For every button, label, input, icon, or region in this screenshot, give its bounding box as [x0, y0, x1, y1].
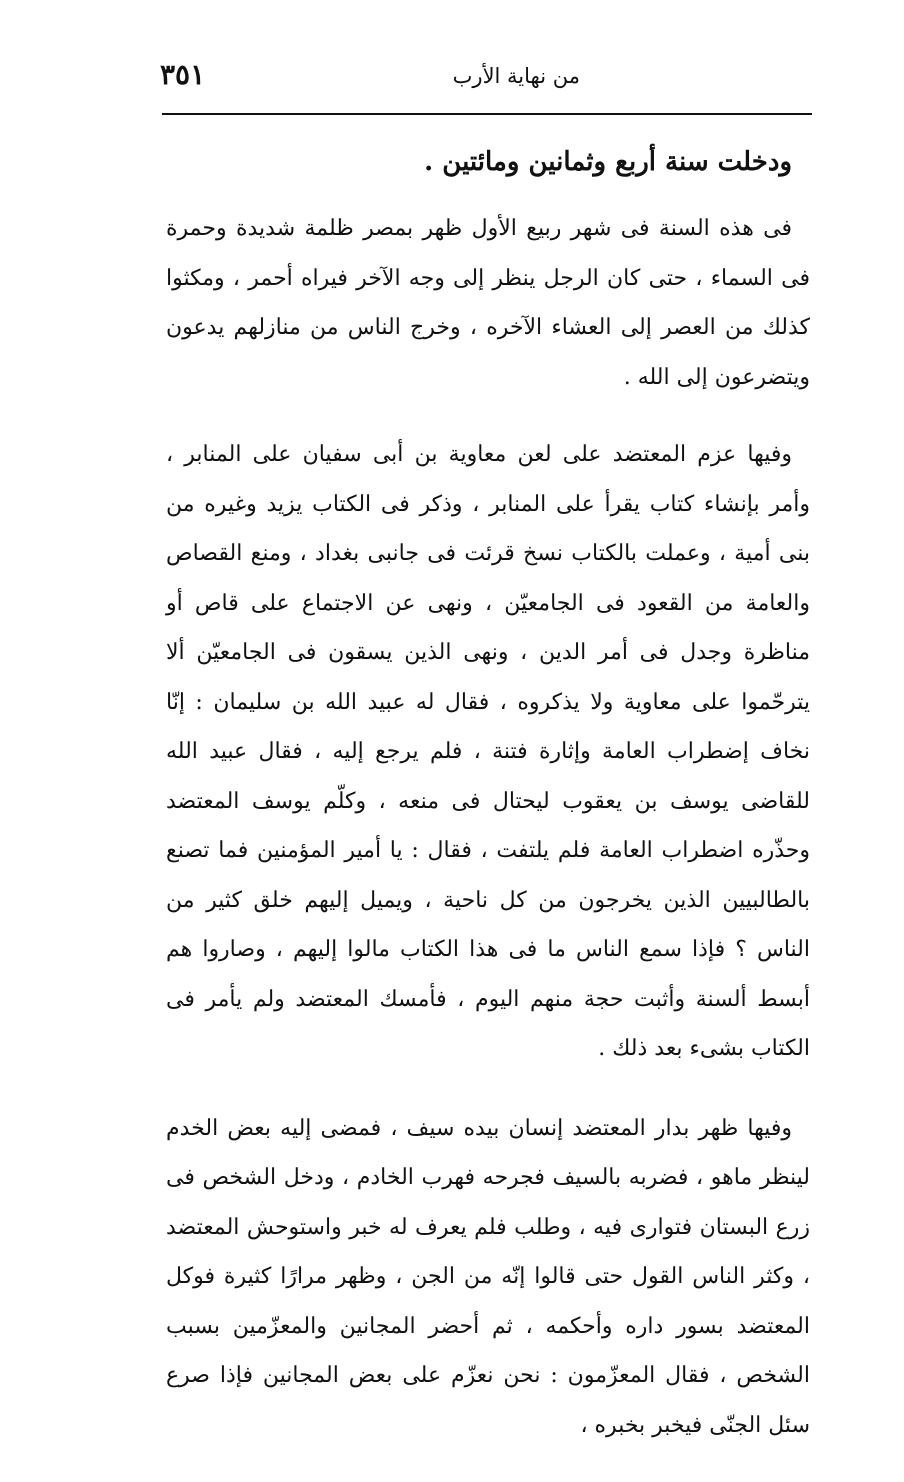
page-number: ٣٥١ [160, 58, 206, 91]
paragraph-muawiya-decree: وفيها عزم المعتضد على لعن معاوية بن أبى سفيان على المنابر ، وأمر بإنشاء كتاب يقرأ على المنابر ، وذكر فى الكتاب يزيد وغيره من بنى أمية ، وعملت بالكتاب نسخ قرئت فى جانبى بغداد ، ومنع القصاص والعامة من القعود فى الجامعيّن ، ونهى عن الاجتماع على قاص أو مناظرة وجدل فى أمر الدين ، ونهى الذين يسقون فى الجامعيّن ألا يترحّموا على معاوية ولا يذكروه ، فقال له عبيد الله بن سليمان : إنّا نخاف إضطراب العامة وإثارة فتنة ، فلم يرجع إليه ، فقال عبيد الله للقاضى يوسف بن يعقوب ليحتال فى منعه ، وكلّم يوسف المعتضد وحذّره اضطراب العامة فلم يلتفت ، فقال : يا أمير المؤمنين فما تصنع بالطالبيين الذين يخرجون من كل ناحية ، ويميل إليهم خلق كثير من الناس ؟ فإذا سمع الناس ما فى هذا الكتاب مالوا إليهم ، وصاروا هم أبسط ألسنة وأثبت حجة منهم اليوم ، فأمسك المعتضد ولم يأمر فى الكتاب بشىء بعد ذلك . [166, 442, 810, 1061]
page-body [166, 140, 810, 1482]
running-title: من نهاية الأرب [452, 64, 580, 88]
section-heading: ودخلت سنة أربع وثمانين ومائتين . [424, 147, 792, 177]
paragraph-sword-intruder: وفيها ظهر بدار المعتضد إنسان بيده سيف ، فمضى إليه بعض الخدم لينظر ماهو ، فضربه بالسيف فجرحه فهرب الخادم ، ودخل الشخص فى زرع البستان فتوارى فيه ، وطلب فلم يعرف له خبر واستوحش المعتضد ، وكثر الناس القول حتى قالوا إنّه من الجن ، وظهر مرارًا كثيرة فوكل المعتضد بسور داره وأحكمه ، ثم أحضر المجانين والمعزّمين بسبب الشخص ، فقال المعزّمون : نحن نعزّم على بعض المجانين فإذا صرع سئل الجنّى فيخبر بخبره ، [166, 1115, 810, 1438]
page-header [160, 56, 810, 100]
header-rule [162, 113, 812, 115]
paragraph-dark-sky: فى هذه السنة فى شهر ربيع الأول ظهر بمصر ظلمة شديدة وحمرة فى السماء ، حتى كان الرجل ينظر إلى وجه الآخر فيراه أحمر ، ومكثوا كذلك من العصر إلى العشاء الآخره ، وخرج الناس من منازلهم يدعون ويتضرعون إلى الله . [166, 216, 810, 390]
